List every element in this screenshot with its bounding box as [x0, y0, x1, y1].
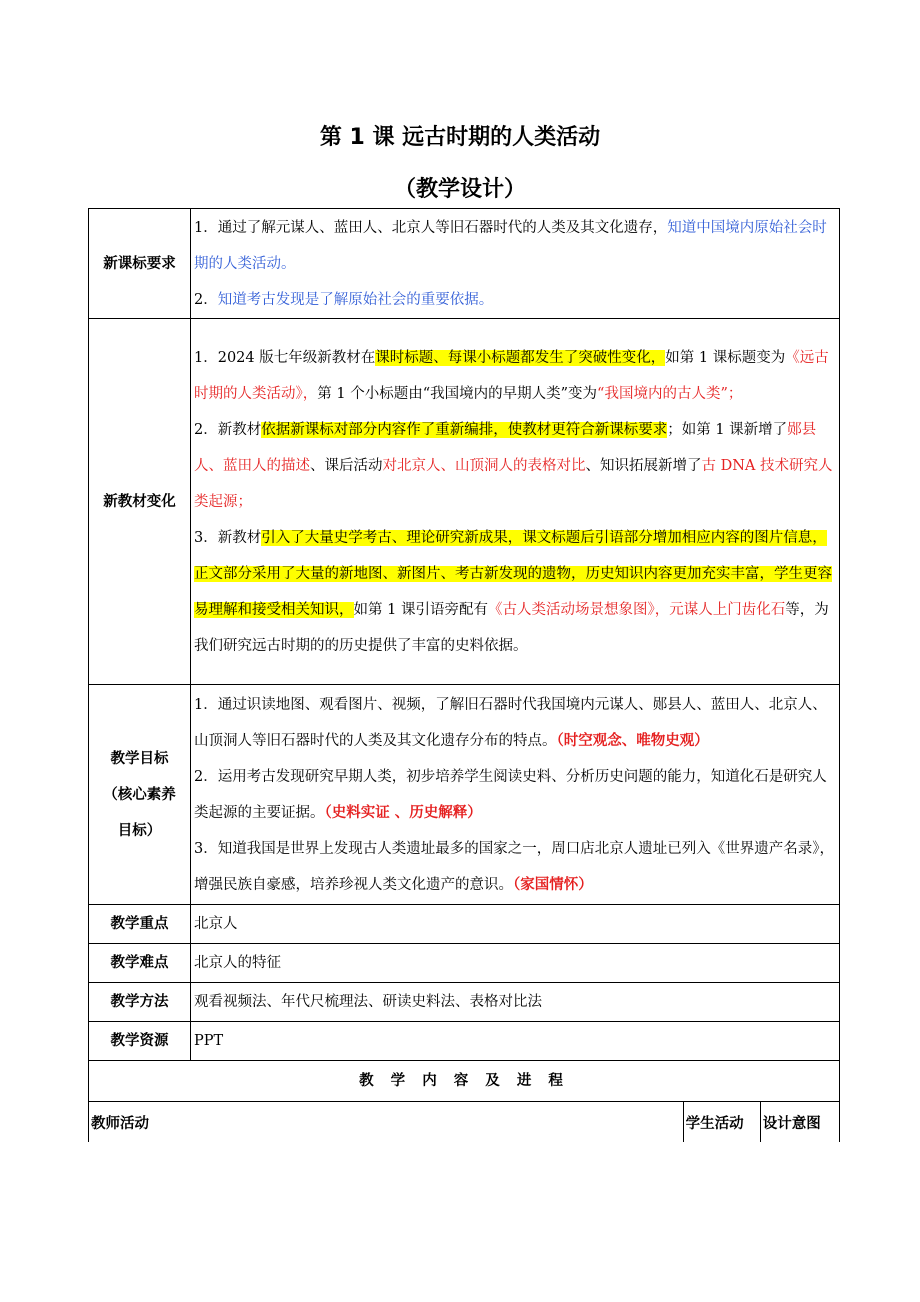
table-row: [89, 685, 840, 905]
kbyq-num: 2．: [194, 291, 218, 308]
kbyq-highlight: 知道中国境内原始社会时期的人类活动。: [194, 219, 827, 272]
row-label-xjc: 新教材变化: [89, 319, 191, 685]
row-content-ff: 观看视频法、年代尺梳理法、研读史料法、表格对比法: [191, 983, 840, 1022]
section-title: 教 学 内 容 及 进 程: [89, 1061, 840, 1102]
xjc-p3-red: 《古人类活动场景想象图》，元谋人上门齿化石: [487, 601, 786, 618]
row-label-kbyq: 新课标要求: [89, 209, 191, 319]
page-title: 第 1 课 远古时期的人类活动: [319, 125, 601, 150]
xjc-p3-highlight: 引入了大量史学考古、理论研究新成果，课文标题后引语部分增加相应内容的图片信息，正文部分采用了大量的新地图、新图片、考古新发现的遗物，历史知识内容更加充实丰富，学生更容易理解和接受相关知识，: [194, 529, 832, 618]
xjc-p2-red: 郧县人、蓝田人的描述: [194, 421, 817, 474]
row-content-xjc: [191, 319, 840, 685]
row-content-nd: 北京人的特征: [191, 944, 840, 983]
row-label-ff: 教学方法: [89, 983, 191, 1022]
xjc-p1-text: 1．2024 版七年级新教材在: [194, 349, 376, 366]
mb-label-line-2: （核心素养: [103, 786, 176, 803]
row-label-nd: 教学难点: [89, 944, 191, 983]
mb-label-line-3: 目标）: [117, 822, 162, 839]
table-row: [89, 983, 840, 1022]
teacher-activity-header: 教师活动: [89, 1102, 684, 1143]
xjc-p1-red-2: “我国境内的古人类”；: [597, 385, 743, 402]
xjc-p1-red: 《远古时期的人类活动》，: [194, 349, 829, 402]
process-table: [88, 1101, 840, 1142]
goal-2-tag: （史料实证 、历史解释）: [324, 804, 482, 821]
goal-3-tag: （家国情怀）: [513, 876, 593, 893]
xjc-p3-text-c: 等，为我们研究远古时期的的历史提供了丰富的史料依据。: [194, 601, 829, 654]
kbyq-highlight-2: 知道考古发现是了解原始社会的重要依据。: [217, 291, 494, 308]
xjc-p1-text-b: 如第 1 课标题变为: [665, 349, 786, 366]
lesson-plan-table: [88, 208, 840, 1102]
xjc-p3-text-b: 如第 1 课引语旁配有: [353, 601, 488, 618]
table-row: [89, 944, 840, 983]
process-header-row: [89, 1102, 840, 1143]
page-subtitle: （教学设计）: [393, 177, 526, 202]
xjc-p2-red-2: 对北京人、山顶洞人的表格对比: [382, 457, 586, 474]
goal-3: 3．知道我国是世界上发现古人类遗址最多的国家之一，周口店北京人遗址已列入《世界遗产名录》，增强民族自豪感，培养珍视人类文化遗产的意识。: [194, 840, 834, 893]
student-activity-header: 学生活动: [683, 1102, 760, 1143]
xjc-p3-text: 3．新教材: [194, 529, 262, 546]
row-label-zd: 教学重点: [89, 905, 191, 944]
goal-2: 2．运用考古发现研究早期人类，初步培养学生阅读史料、分析历史问题的能力，知道化石是研究人类起源的主要证据。: [194, 768, 827, 821]
table-row: [89, 905, 840, 944]
mb-label-line-1: 教学目标: [110, 750, 169, 767]
xjc-p2-red-3: 古 DNA 技术研究人类起源；: [194, 457, 833, 510]
table-row: [89, 1022, 840, 1061]
row-content-mb: [191, 685, 840, 905]
xjc-p2-text: 2．新教材: [194, 421, 262, 438]
row-content-kbyq: [191, 209, 840, 319]
row-content-zd: 北京人: [191, 905, 840, 944]
table-row: [89, 1061, 840, 1102]
design-intent-header: 设计意图: [760, 1102, 839, 1143]
xjc-p1-text-c: 第 1 个小标题由“我国境内的早期人类”变为: [317, 385, 598, 402]
xjc-p2-highlight: 依据新课标对部分内容作了重新编排，使教材更符合新课标要求: [261, 421, 668, 438]
goal-1-tag: （时空观念、唯物史观）: [556, 732, 709, 749]
table-row: [89, 319, 840, 685]
xjc-p2-text-b: ；如第 1 课新增了: [667, 421, 788, 438]
xjc-p2-text-d: 、知识拓展新增了: [585, 457, 702, 474]
table-row: [89, 209, 840, 319]
kbyq-text: 1．通过了解元谋人、蓝田人、北京人等旧石器时代的人类及其文化遗存，: [194, 219, 668, 236]
xjc-p2-text-c: 、课后活动: [310, 457, 383, 474]
row-label-zy: 教学资源: [89, 1022, 191, 1061]
goal-1: 1．通过识读地图、观看图片、视频，了解旧石器时代我国境内元谋人、郧县人、蓝田人、北京人、山顶洞人等旧石器时代的人类及其文化遗存分布的特点。: [194, 696, 827, 749]
row-content-zy: PPT: [191, 1022, 840, 1061]
xjc-p1-highlight: 课时标题、每课小标题都发生了突破性变化，: [375, 349, 666, 366]
row-label-mb: [89, 685, 191, 905]
